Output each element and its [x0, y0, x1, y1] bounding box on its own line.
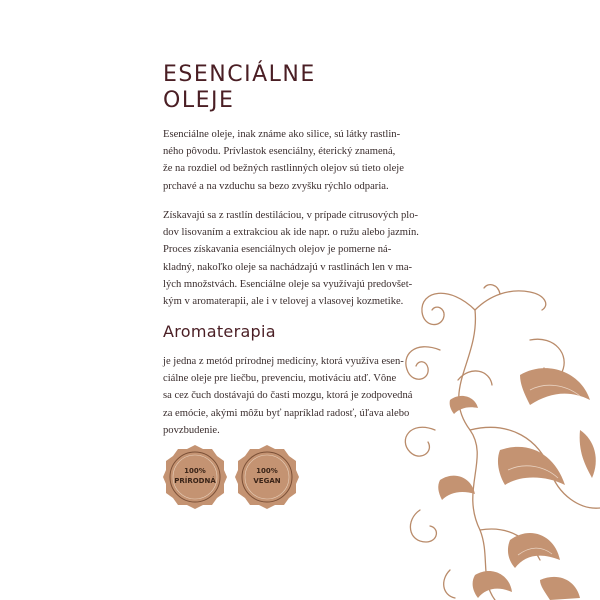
text-line: sa cez čuch dostávajú do časti mozgu, ktorá je zodpovedná: [163, 390, 413, 402]
text-line: prchavé a na vzduchu sa bezo zvyšku rýchlo odparia.: [163, 180, 389, 192]
title-line-1: ESENCIÁLNE: [163, 62, 316, 87]
floral-ornament-icon: [380, 280, 600, 600]
text-line: lých množstvách. Esenciálne oleje sa využívajú predovšet-: [163, 278, 413, 290]
text-line: Esenciálne oleje, inak známe ako silice, sú látky rastlin-: [163, 129, 401, 140]
badge-label: [162, 466, 228, 486]
text-line: že na rozdiel od bežných rastlinných olejov sú tieto oleje: [163, 163, 404, 175]
text-line: ciálne oleje pre liečbu, prevenciu, motiváciu atď. Vône: [163, 373, 397, 385]
badge-percent: 100%: [256, 467, 278, 475]
natural-badge: [162, 444, 228, 510]
page-title: [163, 62, 316, 114]
text-line: dov lisovaním a extrakciou ak ide napr. o ružu alebo jazmín.: [163, 227, 419, 239]
badge-percent: 100%: [184, 467, 206, 475]
aromatherapy-heading: Aromaterapia: [163, 322, 276, 341]
badge-word: PRÍRODNÁ: [174, 477, 216, 485]
text-line: kým v aromaterapii, ale i v telovej a vlasovej kozmetike.: [163, 296, 404, 308]
text-line: Získavajú sa z rastlín destiláciou, v prípade citrusových plo-: [163, 210, 419, 221]
text-line: kladný, nakoľko oleje sa nachádzajú v rastlinách len v ma-: [163, 261, 413, 273]
text-line: Proces získavania esenciálnych olejov je pomerne ná-: [163, 244, 392, 256]
text-line: ného pôvodu. Prívlastok esenciálny, éterický znamená,: [163, 146, 396, 158]
badge-word: VEGAN: [253, 477, 281, 485]
intro-paragraph: [163, 126, 435, 195]
vegan-badge: [234, 444, 300, 510]
text-line: je jedna z metód prírodnej medicíny, ktorá využíva esen-: [163, 356, 404, 367]
title-line-2: OLEJE: [163, 88, 235, 113]
badge-label: [234, 466, 300, 486]
text-line: za emócie, akými môžu byť napríklad radosť, úľava alebo: [163, 407, 410, 419]
text-line: povzbudenie.: [163, 424, 220, 436]
